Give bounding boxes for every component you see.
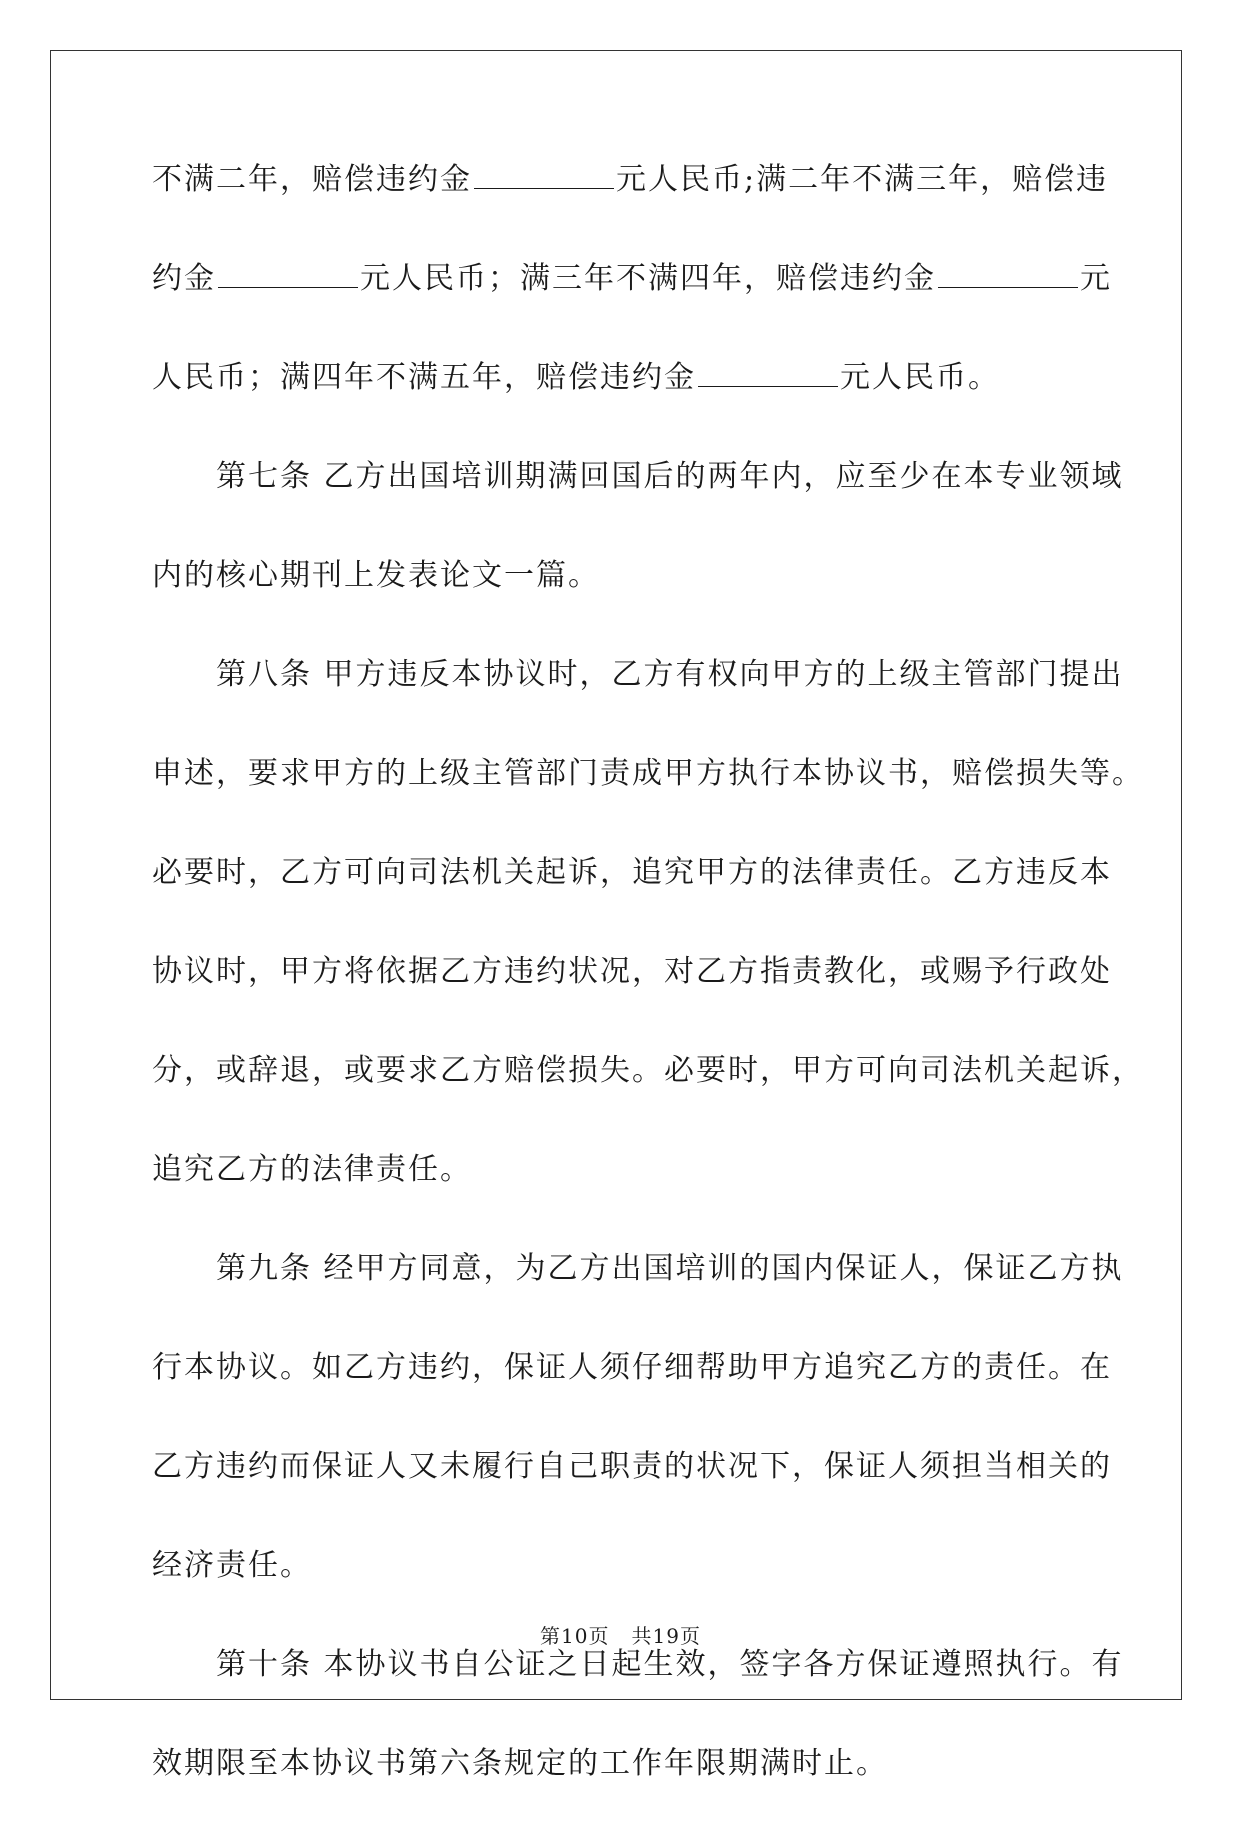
fill-in-blank (474, 160, 614, 189)
text-segment: 元 (1080, 261, 1112, 296)
text-line (152, 358, 1087, 457)
article-8-line-4: 协议时，甲方将依据乙方违约状况，对乙方指责教化，或赐予行政处 (152, 954, 1112, 989)
article-8-line-1: 第八条 甲方违反本协议时，乙方有权向甲方的上级主管部门提出 (216, 657, 1124, 692)
page-number-footer (0, 1620, 1241, 1649)
page-number: 第10页 共19页 (540, 1624, 701, 1648)
article-8-line-6: 追究乙方的法律责任。 (152, 1152, 472, 1187)
fill-in-blank (218, 259, 358, 288)
fill-in-blank (698, 358, 838, 387)
article-9-line-4: 经济责任。 (152, 1548, 312, 1583)
article-7-line-1: 第七条 乙方出国培训期满回国后的两年内，应至少在本专业领域 (216, 459, 1124, 494)
text-line (152, 259, 1112, 358)
article-7-line-2: 内的核心期刊上发表论文一篇。 (152, 558, 600, 593)
article-8-line-5: 分，或辞退，或要求乙方赔偿损失。必要时，甲方可向司法机关起诉， (152, 1053, 1144, 1088)
article-8-line-2: 申述，要求甲方的上级主管部门责成甲方执行本协议书，赔偿损失等。 (152, 756, 1144, 791)
text-line (152, 160, 1109, 259)
article-8-line-3: 必要时，乙方可向司法机关起诉，追究甲方的法律责任。乙方违反本 (152, 855, 1112, 890)
article-9-line-2: 行本协议。如乙方违约，保证人须仔细帮助甲方追究乙方的责任。在 (152, 1350, 1112, 1385)
article-10-line-2: 效期限至本协议书第六条规定的工作年限期满时止。 (152, 1746, 888, 1781)
text-segment: 元人民币;满二年不满三年，赔偿违 (616, 162, 1109, 197)
text-segment: 元人民币。 (840, 360, 1000, 395)
text-segment: 约金 (152, 261, 216, 296)
article-9-line-3: 乙方违约而保证人又未履行自己职责的状况下，保证人须担当相关的 (152, 1449, 1112, 1484)
document-body (152, 160, 1144, 1843)
text-segment: 人民币；满四年不满五年，赔偿违约金 (152, 360, 696, 395)
text-segment: 不满二年，赔偿违约金 (152, 162, 472, 197)
fill-in-blank (938, 259, 1078, 288)
article-10-line-1: 第十条 本协议书自公证之日起生效，签字各方保证遵照执行。有 (216, 1647, 1124, 1682)
article-9-line-1: 第九条 经甲方同意，为乙方出国培训的国内保证人，保证乙方执 (216, 1251, 1124, 1286)
text-segment: 元人民币；满三年不满四年，赔偿违约金 (360, 261, 936, 296)
